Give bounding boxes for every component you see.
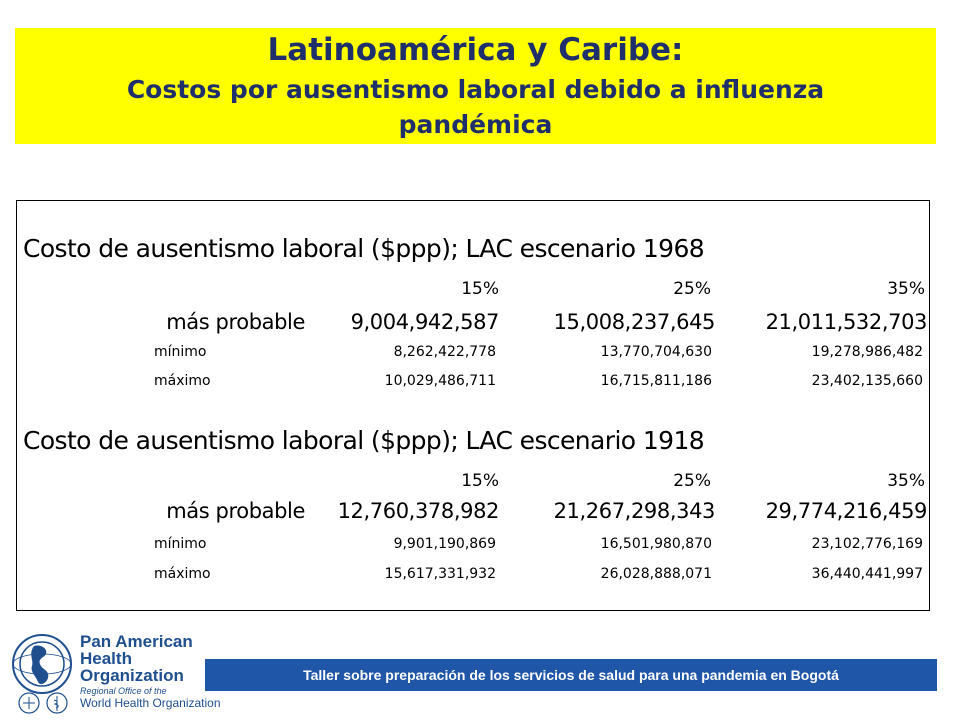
section-title-1918: Costo de ausentismo laboral ($ppp); LAC escenario 1918: [23, 426, 705, 455]
table-cell: 21,267,298,343: [553, 499, 715, 523]
row-label-mas-probable: más probable: [166, 499, 305, 523]
column-header-25: 25%: [673, 279, 711, 299]
logo-line-1: Pan American: [80, 632, 193, 651]
table-cell: 16,715,811,186: [600, 373, 712, 389]
section-title-1968: Costo de ausentismo laboral ($ppp); LAC escenario 1968: [23, 234, 705, 263]
column-header-35: 35%: [887, 471, 925, 491]
who-emblem-icon: [46, 692, 68, 714]
logo-line-3: Organization: [80, 666, 184, 685]
table-cell: 15,008,237,645: [553, 310, 715, 334]
table-cell: 8,262,422,778: [393, 344, 496, 360]
table-cell: 15,617,331,932: [384, 566, 496, 582]
column-header-15: 15%: [461, 279, 499, 299]
table-cell: 12,760,378,982: [337, 499, 499, 523]
column-header-25: 25%: [673, 471, 711, 491]
table-cell: 36,440,441,997: [811, 566, 923, 582]
column-header-35: 35%: [887, 279, 925, 299]
table-cell: 9,901,190,869: [393, 536, 496, 552]
row-label-minimo: mínimo: [154, 536, 207, 552]
table-cell: 23,402,135,660: [811, 373, 923, 389]
table-cell: 23,102,776,169: [811, 536, 923, 552]
row-label-mas-probable: más probable: [166, 310, 305, 334]
footer: [0, 620, 960, 720]
table-cell: 13,770,704,630: [600, 344, 712, 360]
table-cell: 21,011,532,703: [765, 310, 927, 334]
table-cell: 10,029,486,711: [384, 373, 496, 389]
logo-line-2: Health: [80, 649, 132, 668]
paho-logo-text: [80, 633, 193, 684]
paho-globe-icon: [10, 632, 74, 696]
logo-subtitle-2: World Health Organization: [80, 696, 221, 710]
emblem-icon: [18, 692, 40, 714]
title-banner: [15, 28, 936, 144]
table-cell: 19,278,986,482: [811, 344, 923, 360]
table-cell: 16,501,980,870: [600, 536, 712, 552]
footer-bar: Taller sobre preparación de los servicios de salud para una pandemia en Bogotá: [205, 659, 937, 691]
cost-table: [16, 200, 930, 611]
column-header-15: 15%: [461, 471, 499, 491]
table-cell: 26,028,888,071: [600, 566, 712, 582]
slide-title: Latinoamérica y Caribe:: [267, 32, 684, 68]
slide-subtitle: Costos por ausentismo laboral debido a influenza pandémica: [126, 75, 825, 139]
row-label-minimo: mínimo: [154, 344, 207, 360]
table-cell: 29,774,216,459: [765, 499, 927, 523]
row-label-maximo: máximo: [154, 373, 211, 389]
logo-subtitle: Regional Office of the: [80, 686, 167, 696]
table-cell: 9,004,942,587: [350, 310, 499, 334]
row-label-maximo: máximo: [154, 566, 211, 582]
